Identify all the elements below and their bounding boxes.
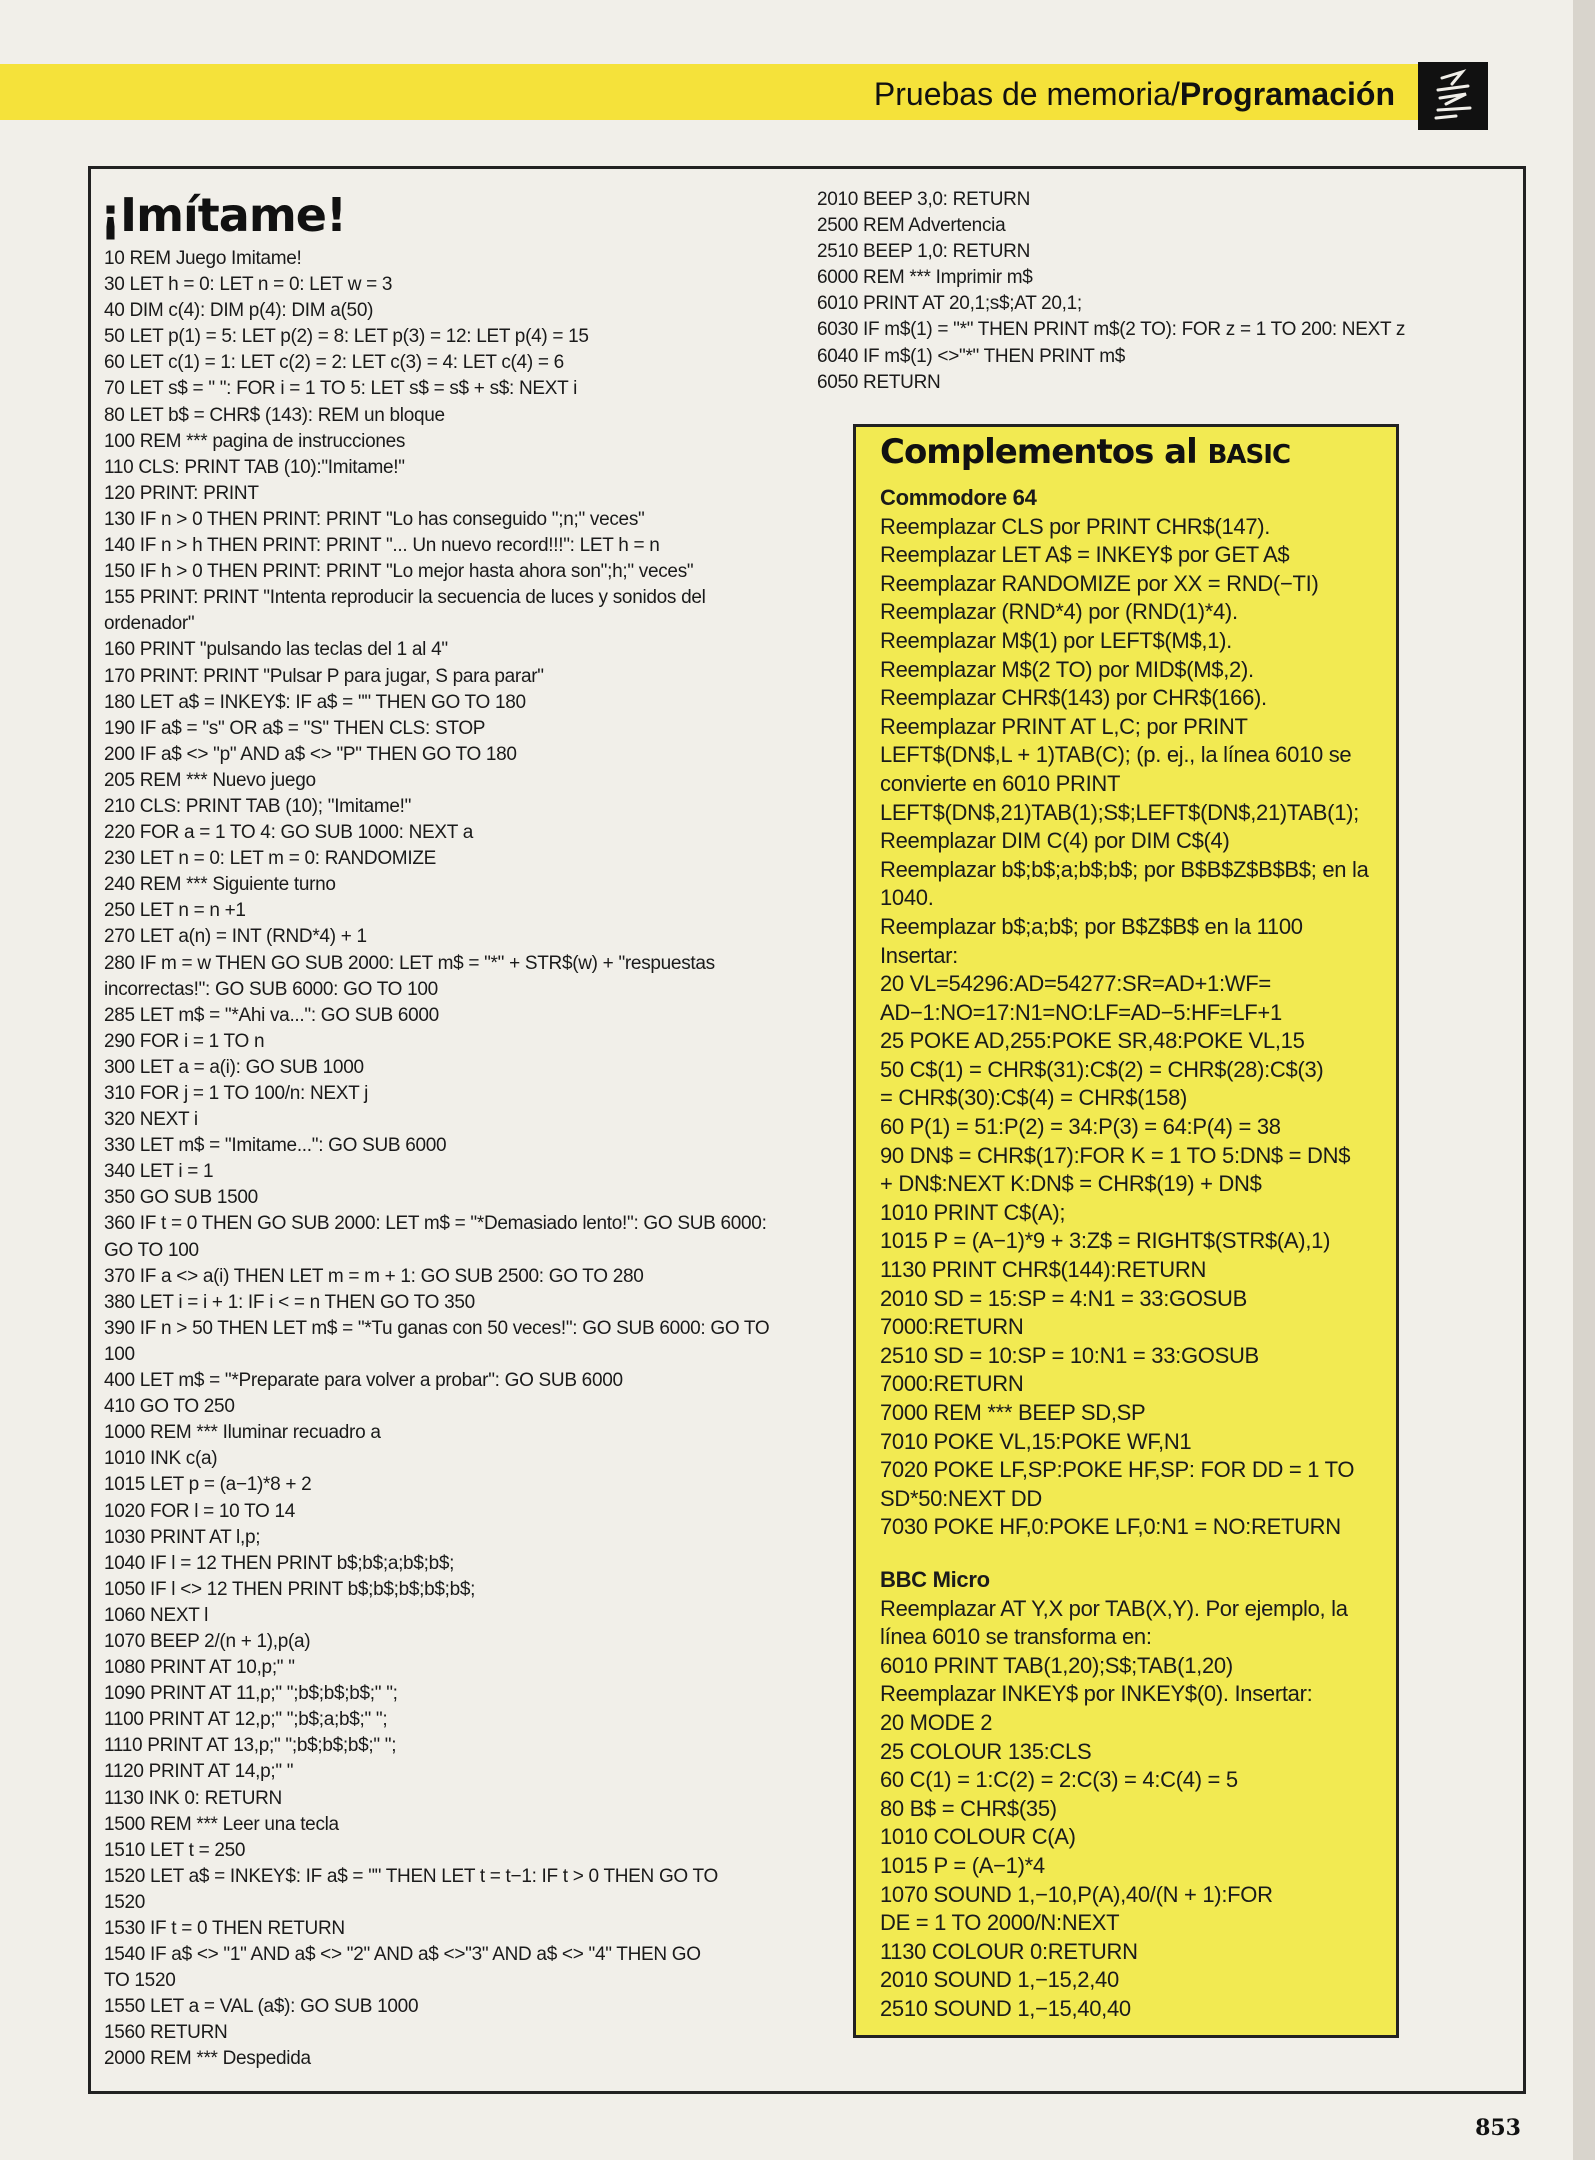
bbc-line: 1070 SOUND 1,−10,P(A),40/(N + 1):FOR	[880, 1881, 1273, 1907]
c64-line: Reemplazar M$(2 TO) por MID$(M$,2).	[880, 656, 1254, 682]
code-line: 370 IF a <> a(i) THEN LET m = m + 1: GO SUB 2500: GO TO 280	[104, 1265, 644, 1287]
bbc-line: 2510 SOUND 1,−15,40,40	[880, 1995, 1131, 2021]
code-line: 290 FOR i = 1 TO n	[104, 1030, 265, 1052]
c64-heading: Commodore 64	[880, 485, 1037, 510]
code-line: 70 LET s$ = " ": FOR i = 1 TO 5: LET s$ = s$ + s$: NEXT i	[104, 378, 578, 400]
code-line: 10 REM Juego Imitame!	[104, 248, 302, 269]
code-line: 1050 IF l <> 12 THEN PRINT b$;b$;b$;b$;b$;	[104, 1578, 476, 1600]
code-line: 310 FOR j = 1 TO 100/n: NEXT j	[104, 1083, 368, 1104]
bbc-lines	[880, 1595, 1348, 2024]
code-line: 210 CLS: PRINT TAB (10); "Imitame!"	[104, 795, 412, 817]
c64-line: Reemplazar CHR$(143) por CHR$(166).	[880, 685, 1267, 711]
c64-line: 1010 PRINT C$(A);	[880, 1199, 1066, 1225]
code-line: 155 PRINT: PRINT "Intenta reproducir la secuencia de luces y sonidos del	[104, 587, 706, 609]
bbc-line: 25 COLOUR 135:CLS	[880, 1738, 1092, 1764]
c64-line: AD−1:NO=17:N1=NO:LF=AD−5:HF=LF+1	[880, 999, 1282, 1025]
c64-line: Reemplazar b$;a;b$; por B$Z$B$ en la 1100	[880, 913, 1303, 939]
code-line: 250 LET n = n +1	[104, 900, 246, 922]
c64-line: 1130 PRINT CHR$(144):RETURN	[880, 1257, 1207, 1283]
code-line: 2510 BEEP 1,0: RETURN	[817, 241, 1031, 263]
c64-line: 60 P(1) = 51:P(2) = 34:P(3) = 64:P(4) = 38	[880, 1114, 1281, 1140]
code-line: 330 LET m$ = "Imitame...": GO SUB 6000	[104, 1135, 447, 1157]
page-number: 853	[1475, 2115, 1521, 2141]
code-line: 1000 REM *** Iluminar recuadro a	[104, 1422, 381, 1444]
code-line: 100	[104, 1343, 135, 1365]
c64-line: LEFT$(DN$,L + 1)TAB(C); (p. ej., la línea 6010 se	[880, 742, 1352, 768]
code-line: 1520 LET a$ = INKEY$: IF a$ = "" THEN LET t = t−1: IF t > 0 THEN GO TO	[104, 1865, 718, 1887]
code-line: 6040 IF m$(1) <>"*" THEN PRINT m$	[817, 345, 1126, 367]
c64-line: 7000:RETURN	[880, 1371, 1024, 1397]
c64-line: 20 VL=54296:AD=54277:SR=AD+1:WF=	[880, 971, 1271, 997]
code-line: 390 IF n > 50 THEN LET m$ = "*Tu ganas con 50 veces!": GO SUB 6000: GO TO	[104, 1317, 770, 1339]
c64-line: convierte en 6010 PRINT	[880, 770, 1121, 796]
bbc-line: 1130 COLOUR 0:RETURN	[880, 1938, 1138, 1964]
bbc-heading: BBC Micro	[880, 1567, 990, 1592]
code-line: 350 GO SUB 1500	[104, 1187, 258, 1209]
brain-logo-icon	[1418, 62, 1488, 130]
code-line: 205 REM *** Nuevo juego	[104, 769, 316, 791]
c64-line: Reemplazar PRINT AT L,C; por PRINT	[880, 713, 1248, 739]
code-line: 100 REM *** pagina de instrucciones	[104, 430, 406, 452]
program-listing-left	[104, 246, 769, 2073]
code-line: 285 LET m$ = "*Ahi va...": GO SUB 6000	[104, 1004, 439, 1026]
code-line: 150 IF h > 0 THEN PRINT: PRINT "Lo mejor hasta ahora son";h;" veces"	[104, 561, 694, 583]
code-line: 240 REM *** Siguiente turno	[104, 874, 336, 896]
c64-section	[880, 484, 1369, 1542]
bbc-line: DE = 1 TO 2000/N:NEXT	[880, 1910, 1120, 1936]
code-line: 280 IF m = w THEN GO SUB 2000: LET m$ = "*" + STR$(w) + "respuestas	[104, 952, 715, 974]
page-gutter	[1573, 0, 1595, 2160]
code-line: 6010 PRINT AT 20,1;s$;AT 20,1;	[817, 293, 1082, 315]
code-line: 400 LET m$ = "*Preparate para volver a probar": GO SUB 6000	[104, 1370, 623, 1392]
c64-line: Reemplazar M$(1) por LEFT$(M$,1).	[880, 627, 1232, 653]
code-line: 130 IF n > 0 THEN PRINT: PRINT "Lo has conseguido ";n;" veces"	[104, 508, 645, 530]
code-line: 1090 PRINT AT 11,p;" ";b$;b$;b$;" ";	[104, 1683, 398, 1705]
section-logo	[1418, 62, 1488, 130]
code-line: 170 PRINT: PRINT "Pulsar P para jugar, S para parar"	[104, 665, 544, 687]
bbc-line: 60 C(1) = 1:C(2) = 2:C(3) = 4:C(4) = 5	[880, 1767, 1238, 1793]
code-line: 1110 PRINT AT 13,p;" ";b$;b$;b$;" ";	[104, 1735, 397, 1757]
code-line: 1530 IF t = 0 THEN RETURN	[104, 1918, 345, 1939]
c64-line: Reemplazar CLS por PRINT CHR$(147).	[880, 513, 1271, 539]
code-line: 340 LET i = 1	[104, 1161, 214, 1183]
code-line: 320 NEXT i	[104, 1109, 198, 1131]
header-subsection: Programación	[1179, 76, 1395, 112]
bbc-line: 2010 SOUND 1,−15,2,40	[880, 1967, 1119, 1993]
code-line: 120 PRINT: PRINT	[104, 482, 259, 504]
c64-line: 7010 POKE VL,15:POKE WF,N1	[880, 1428, 1192, 1454]
c64-line: 7000:RETURN	[880, 1314, 1024, 1340]
code-line: 80 LET b$ = CHR$ (143): REM un bloque	[104, 404, 445, 426]
header-section: Pruebas de memoria/	[873, 76, 1180, 112]
code-line: 1030 PRINT AT l,p;	[104, 1526, 261, 1548]
c64-line: Insertar:	[880, 942, 958, 968]
code-line: 6000 REM *** Imprimir m$	[817, 267, 1033, 289]
code-line: 1510 LET t = 250	[104, 1839, 246, 1861]
box-title-main: Complementos al	[880, 432, 1208, 472]
bbc-line: 80 B$ = CHR$(35)	[880, 1795, 1057, 1821]
code-line: 1010 INK c(a)	[104, 1448, 218, 1470]
c64-line: 7000 REM *** BEEP SD,SP	[880, 1400, 1146, 1425]
bbc-line: 1015 P = (A−1)*4	[880, 1852, 1045, 1878]
c64-line: 7030 POKE HF,0:POKE LF,0:N1 = NO:RETURN	[880, 1514, 1341, 1540]
code-line: 1020 FOR l = 10 TO 14	[104, 1500, 296, 1522]
c64-line: Reemplazar LET A$ = INKEY$ por GET A$	[880, 542, 1290, 568]
code-line: 190 IF a$ = "s" OR a$ = "S" THEN CLS: STOP	[104, 717, 486, 739]
code-line: 1550 LET a = VAL (a$): GO SUB 1000	[104, 1996, 419, 2018]
bbc-line: 6010 PRINT TAB(1,20);S$;TAB(1,20)	[880, 1652, 1233, 1678]
code-line: 270 LET a(n) = INT (RND*4) + 1	[104, 926, 367, 948]
code-line: 200 IF a$ <> "p" AND a$ <> "P" THEN GO TO 180	[104, 743, 517, 765]
code-line: 1040 IF l = 12 THEN PRINT b$;b$;a;b$;b$;	[104, 1552, 455, 1574]
running-header	[874, 76, 1395, 113]
code-line: 1070 BEEP 2/(n + 1),p(a)	[104, 1630, 311, 1652]
bbc-line: Reemplazar INKEY$ por INKEY$(0). Insertar:	[880, 1681, 1313, 1707]
c64-line: = CHR$(30):C$(4) = CHR$(158)	[880, 1085, 1188, 1111]
box-title	[880, 432, 1290, 472]
code-line: 220 FOR a = 1 TO 4: GO SUB 1000: NEXT a	[104, 822, 474, 844]
bbc-line: 1010 COLOUR C(A)	[880, 1824, 1076, 1850]
code-line: 410 GO TO 250	[104, 1396, 235, 1418]
code-line: 110 CLS: PRINT TAB (10):"Imitame!"	[104, 456, 405, 478]
code-line: 30 LET h = 0: LET n = 0: LET w = 3	[104, 274, 393, 296]
code-line: 1120 PRINT AT 14,p;" "	[104, 1761, 294, 1783]
article-title: ¡Imítame!	[100, 188, 346, 242]
code-line: TO 1520	[104, 1970, 176, 1992]
code-line: 140 IF n > h THEN PRINT: PRINT "... Un nuevo record!!!": LET h = n	[104, 535, 660, 557]
c64-line: 90 DN$ = CHR$(17):FOR K = 1 TO 5:DN$ = DN$	[880, 1142, 1351, 1168]
box-title-basic: BASIC	[1207, 440, 1291, 470]
c64-line: 25 POKE AD,255:POKE SR,48:POKE VL,15	[880, 1028, 1305, 1054]
c64-line: 1040.	[880, 885, 934, 911]
c64-line: Reemplazar b$;b$;a;b$;b$; por B$B$Z$B$B$; en la	[880, 856, 1369, 882]
code-line: 1060 NEXT l	[104, 1604, 209, 1626]
c64-line: Reemplazar RANDOMIZE por XX = RND(−TI)	[880, 570, 1319, 596]
bbc-section	[880, 1566, 1348, 2024]
code-line: 2010 BEEP 3,0: RETURN	[817, 189, 1031, 210]
program-listing-right	[817, 187, 1405, 396]
c64-line: SD*50:NEXT DD	[880, 1485, 1042, 1511]
code-line: 40 DIM c(4): DIM p(4): DIM a(50)	[104, 300, 374, 322]
code-line: 1130 INK 0: RETURN	[104, 1787, 282, 1809]
code-line: incorrectas!": GO SUB 6000: GO TO 100	[104, 978, 438, 1000]
c64-line: Reemplazar DIM C(4) por DIM C$(4)	[880, 828, 1230, 854]
code-line: 360 IF t = 0 THEN GO SUB 2000: LET m$ = "*Demasiado lento!": GO SUB 6000:	[104, 1213, 767, 1235]
c64-line: 2010 SD = 15:SP = 4:N1 = 33:GOSUB	[880, 1285, 1247, 1311]
code-line: 50 LET p(1) = 5: LET p(2) = 8: LET p(3) = 12: LET p(4) = 15	[104, 326, 589, 348]
c64-line: 7020 POKE LF,SP:POKE HF,SP: FOR DD = 1 TO	[880, 1457, 1355, 1483]
bbc-line: línea 6010 se transforma en:	[880, 1624, 1152, 1650]
c64-lines	[880, 513, 1369, 1542]
code-line: 60 LET c(1) = 1: LET c(2) = 2: LET c(3) = 4: LET c(4) = 6	[104, 352, 564, 374]
code-line: 1100 PRINT AT 12,p;" ";b$;a;b$;" ";	[104, 1709, 388, 1731]
c64-line: + DN$:NEXT K:DN$ = CHR$(19) + DN$	[880, 1171, 1262, 1197]
bbc-line: 20 MODE 2	[880, 1709, 993, 1735]
code-line: GO TO 100	[104, 1239, 199, 1261]
code-line: 1540 IF a$ <> "1" AND a$ <> "2" AND a$ <>"3" AND a$ <> "4" THEN GO	[104, 1944, 701, 1966]
code-line: 1015 LET p = (a−1)*8 + 2	[104, 1474, 312, 1496]
code-line: 6050 RETURN	[817, 371, 941, 393]
code-line: 2500 REM Advertencia	[817, 215, 1006, 237]
code-line: 2000 REM *** Despedida	[104, 2048, 311, 2070]
c64-line: 50 C$(1) = CHR$(31):C$(2) = CHR$(28):C$(3)	[880, 1056, 1324, 1082]
code-line: 6030 IF m$(1) = "*" THEN PRINT m$(2 TO): FOR z = 1 TO 200: NEXT z	[817, 319, 1406, 341]
code-line: 1560 RETURN	[104, 2022, 228, 2044]
c64-line: LEFT$(DN$,21)TAB(1);S$;LEFT$(DN$,21)TAB(1);	[880, 799, 1359, 825]
code-line: 380 LET i = i + 1: IF i < = n THEN GO TO 350	[104, 1291, 475, 1313]
code-line: 160 PRINT "pulsando las teclas del 1 al 4"	[104, 639, 448, 661]
code-line: 1520	[104, 1891, 146, 1913]
code-line: 230 LET n = 0: LET m = 0: RANDOMIZE	[104, 848, 436, 870]
code-line: 1500 REM *** Leer una tecla	[104, 1813, 339, 1835]
bbc-line: Reemplazar AT Y,X por TAB(X,Y). Por ejemplo, la	[880, 1595, 1348, 1621]
c64-line: 1015 P = (A−1)*9 + 3:Z$ = RIGHT$(STR$(A),1)	[880, 1228, 1331, 1254]
c64-line: 2510 SD = 10:SP = 10:N1 = 33:GOSUB	[880, 1342, 1259, 1368]
code-line: 180 LET a$ = INKEY$: IF a$ = "" THEN GO TO 180	[104, 691, 526, 713]
code-line: 1080 PRINT AT 10,p;" "	[104, 1657, 295, 1679]
c64-line: Reemplazar (RND*4) por (RND(1)*4).	[880, 599, 1238, 625]
code-line: 300 LET a = a(i): GO SUB 1000	[104, 1056, 364, 1078]
code-line: ordenador"	[104, 613, 195, 635]
